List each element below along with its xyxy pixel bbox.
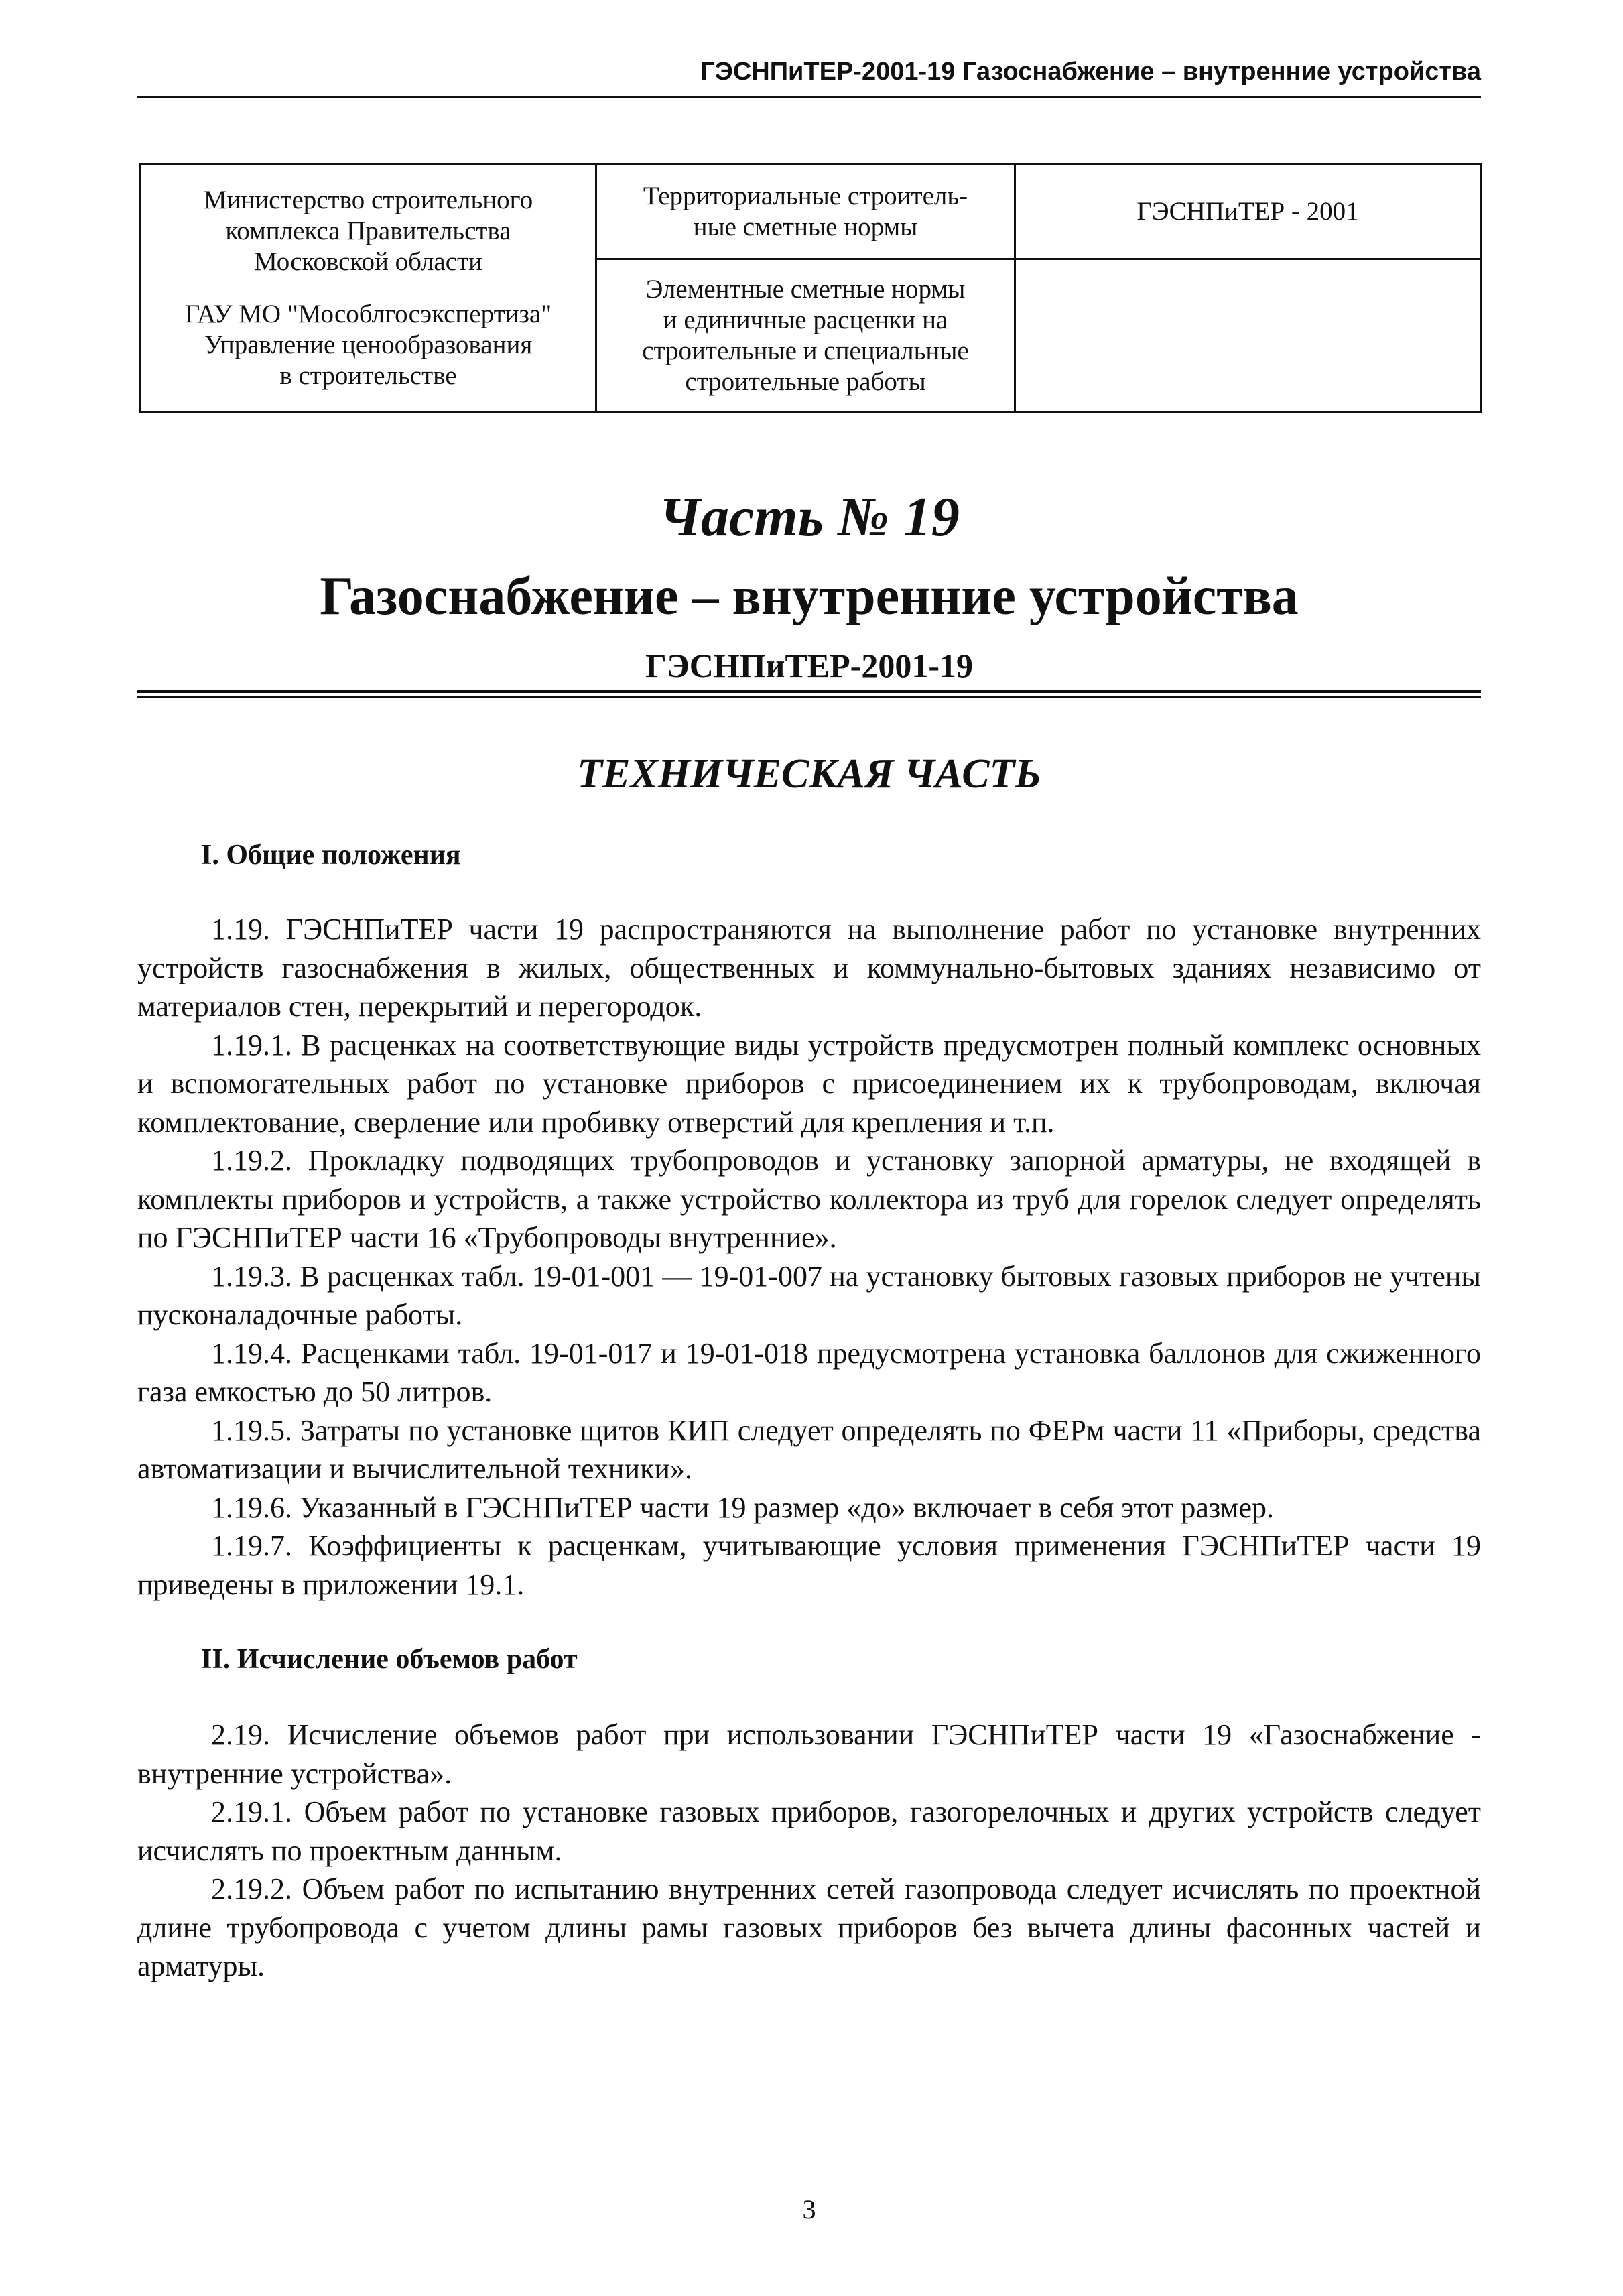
part-title: Часть № 19 bbox=[659, 486, 960, 548]
section-1-body bbox=[137, 910, 1481, 1604]
title-double-rule bbox=[137, 690, 1481, 698]
code-title: ГЭСНПиТЕР-2001-19 bbox=[645, 647, 973, 684]
section-2-body bbox=[137, 1716, 1481, 1986]
norms-desc-line-4: строительные работы bbox=[685, 367, 926, 396]
agency-line-3: в строительстве bbox=[279, 361, 457, 390]
norms-desc-line-3: строительные и специальные bbox=[642, 336, 969, 365]
norms-type-cell bbox=[596, 164, 1015, 259]
agency-line-2: Управление ценообразования bbox=[204, 330, 533, 359]
page-number: 3 bbox=[802, 2194, 816, 2224]
technical-part-title: ТЕХНИЧЕСКАЯ ЧАСТЬ bbox=[577, 751, 1041, 797]
norms-desc-line-2: и единичные расценки на bbox=[663, 305, 948, 334]
paragraph-1-19-3: 1.19.3. В расценках табл. 19-01-001 — 19-01-007 на установку бытовых газовых приборов не учтены пусконаладочные работы. bbox=[137, 1259, 1481, 1331]
paragraph-1-19: 1.19. ГЭСНПиТЕР части 19 распространяются на выполнение работ по установке внутренних устройств газоснабжения в жилых, общественных и коммунально-бытовых зданиях независимо от материалов стен, перекрытий и перегородок. bbox=[137, 913, 1481, 1023]
paragraph-1-19-6: 1.19.6. Указанный в ГЭСНПиТЕР части 19 размер «до» включает в себя этот размер. bbox=[211, 1490, 1275, 1524]
ministry-line-2: комплекса Правительства bbox=[225, 216, 511, 245]
ministry-line-1: Министерство строительного bbox=[203, 185, 533, 214]
issuer-cell bbox=[141, 164, 596, 412]
paragraph-2-19-2: 2.19.2. Объем работ по испытанию внутренних сетей газопровода следует исчислять по проектной длине трубопровода с учетом длины рамы газовых приборов без вычета длины фасонных частей и арматуры. bbox=[137, 1872, 1481, 1982]
header-rule bbox=[137, 96, 1481, 98]
norms-desc-cell bbox=[596, 259, 1015, 412]
main-title: Газоснабжение – внутренние устройства bbox=[320, 567, 1299, 626]
paragraph-1-19-2: 1.19.2. Прокладку подводящих трубопроводов и установку запорной арматуры, не входящей в комплекты приборов и устройств, а также устройство коллектора из труб для горелок следует определять по ГЭСНПиТЕР части 16 «Трубопроводы внутренние». bbox=[137, 1144, 1481, 1254]
section-2-heading: II. Исчисление объемов работ bbox=[201, 1644, 578, 1675]
norms-desc-line-1: Элементные сметные нормы bbox=[645, 274, 966, 304]
code-text: ГЭСНПиТЕР - 2001 bbox=[1137, 196, 1359, 226]
paragraph-1-19-1: 1.19.1. В расценках на соответствующие виды устройств предусмотрен полный комплекс основных и вспомогательных работ по установке приборов с присоединением их к трубопроводам, включая комплектование, сверление или пробивку отверстий для крепления и т.п. bbox=[137, 1028, 1481, 1139]
info-table bbox=[139, 163, 1482, 413]
empty-cell bbox=[1015, 259, 1481, 412]
paragraph-2-19: 2.19. Исчисление объемов работ при использовании ГЭСНПиТЕР части 19 «Газоснабжение - внутренние устройства». bbox=[137, 1718, 1481, 1790]
paragraph-1-19-4: 1.19.4. Расценками табл. 19-01-017 и 19-01-018 предусмотрена установка баллонов для сжиженного газа емкостью до 50 литров. bbox=[137, 1336, 1481, 1408]
paragraph-1-19-7: 1.19.7. Коэффициенты к расценкам, учитывающие условия применения ГЭСНПиТЕР части 19 приведены в приложении 19.1. bbox=[137, 1529, 1481, 1601]
section-1-heading: I. Общие положения bbox=[201, 840, 461, 871]
agency-line-1: ГАУ МО "Мособлгосэкспертиза" bbox=[184, 299, 552, 328]
norms-type-line-2: ные сметные нормы bbox=[693, 212, 918, 241]
paragraph-1-19-5: 1.19.5. Затраты по установке щитов КИП следует определять по ФЕРм части 11 «Приборы, средства автоматизации и вычислительной техники». bbox=[137, 1413, 1481, 1485]
norms-type-line-1: Территориальные строитель- bbox=[643, 181, 968, 210]
code-cell bbox=[1015, 164, 1481, 259]
ministry-line-3: Московской области bbox=[254, 247, 482, 276]
running-header: ГЭСНПиТЕР-2001-19 Газоснабжение – внутренние устройства bbox=[700, 58, 1481, 86]
paragraph-2-19-1: 2.19.1. Объем работ по установке газовых приборов, газогорелочных и других устройств следует исчислять по проектным данным. bbox=[137, 1795, 1481, 1867]
